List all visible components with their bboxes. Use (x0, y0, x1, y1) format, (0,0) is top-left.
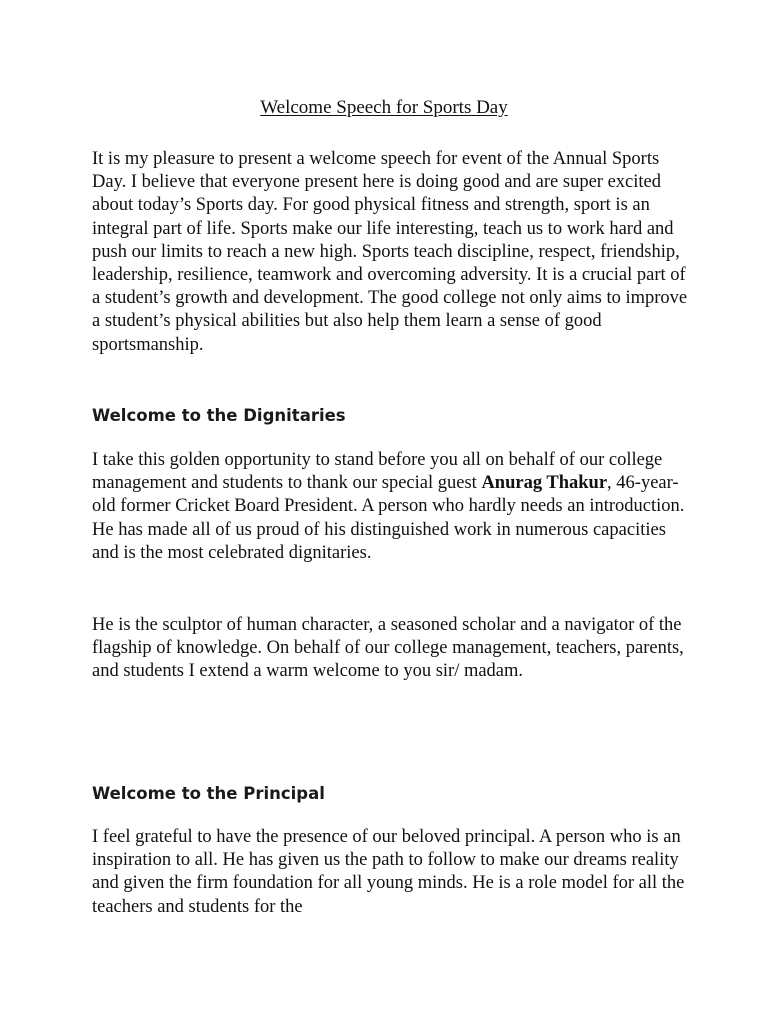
document-title: Welcome Speech for Sports Day (260, 97, 508, 118)
principal-paragraph-1: I feel grateful to have the presence of our beloved principal. A person who is an inspiration to all. He has given us the path to follow to make our dreams reality and given the firm foundation for all young minds. He is a role model for all the teachers and students for the (92, 827, 685, 917)
section-heading-principal: Welcome to the Principal (92, 784, 325, 803)
dignitaries-paragraph-1 (92, 449, 692, 565)
dignitaries-paragraph-2: He is the sculptor of human character, a seasoned scholar and a navigator of the flagship of knowledge. On behalf of our college management, teachers, parents, and students I extend a warm welcome to you sir/ madam. (92, 615, 684, 682)
dignitaries-paragraph-1-end: , 46-year-old former Cricket Board President. A person who hardly needs an introduction. He has made all of us proud of his distinguished work in numerous capacities and is the most celebrated dignitaries. (92, 473, 685, 563)
intro-paragraph: It is my pleasure to present a welcome speech for event of the Annual Sports Day. I believe that everyone present here is doing good and are super excited about today’s Sports day. For good physical fitness and strength, sport is an integral part of life. Sports make our life interesting, teach us to work hard and push our limits to reach a new high. Sports teach discipline, respect, friendship, leadership, resilience, teamwork and overcoming adversity. It is a crucial part of a student’s growth and development. The good college not only aims to improve a student’s physical abilities but also help them learn a sense of good sportsmanship. (92, 149, 688, 355)
section-heading-dignitaries: Welcome to the Dignitaries (92, 406, 346, 425)
guest-name: Anurag Thakur (481, 473, 608, 494)
dignitaries-paragraph-1-start: I take this golden opportunity to stand before you all on behalf of our college management and students to thank our special guest (92, 450, 663, 494)
